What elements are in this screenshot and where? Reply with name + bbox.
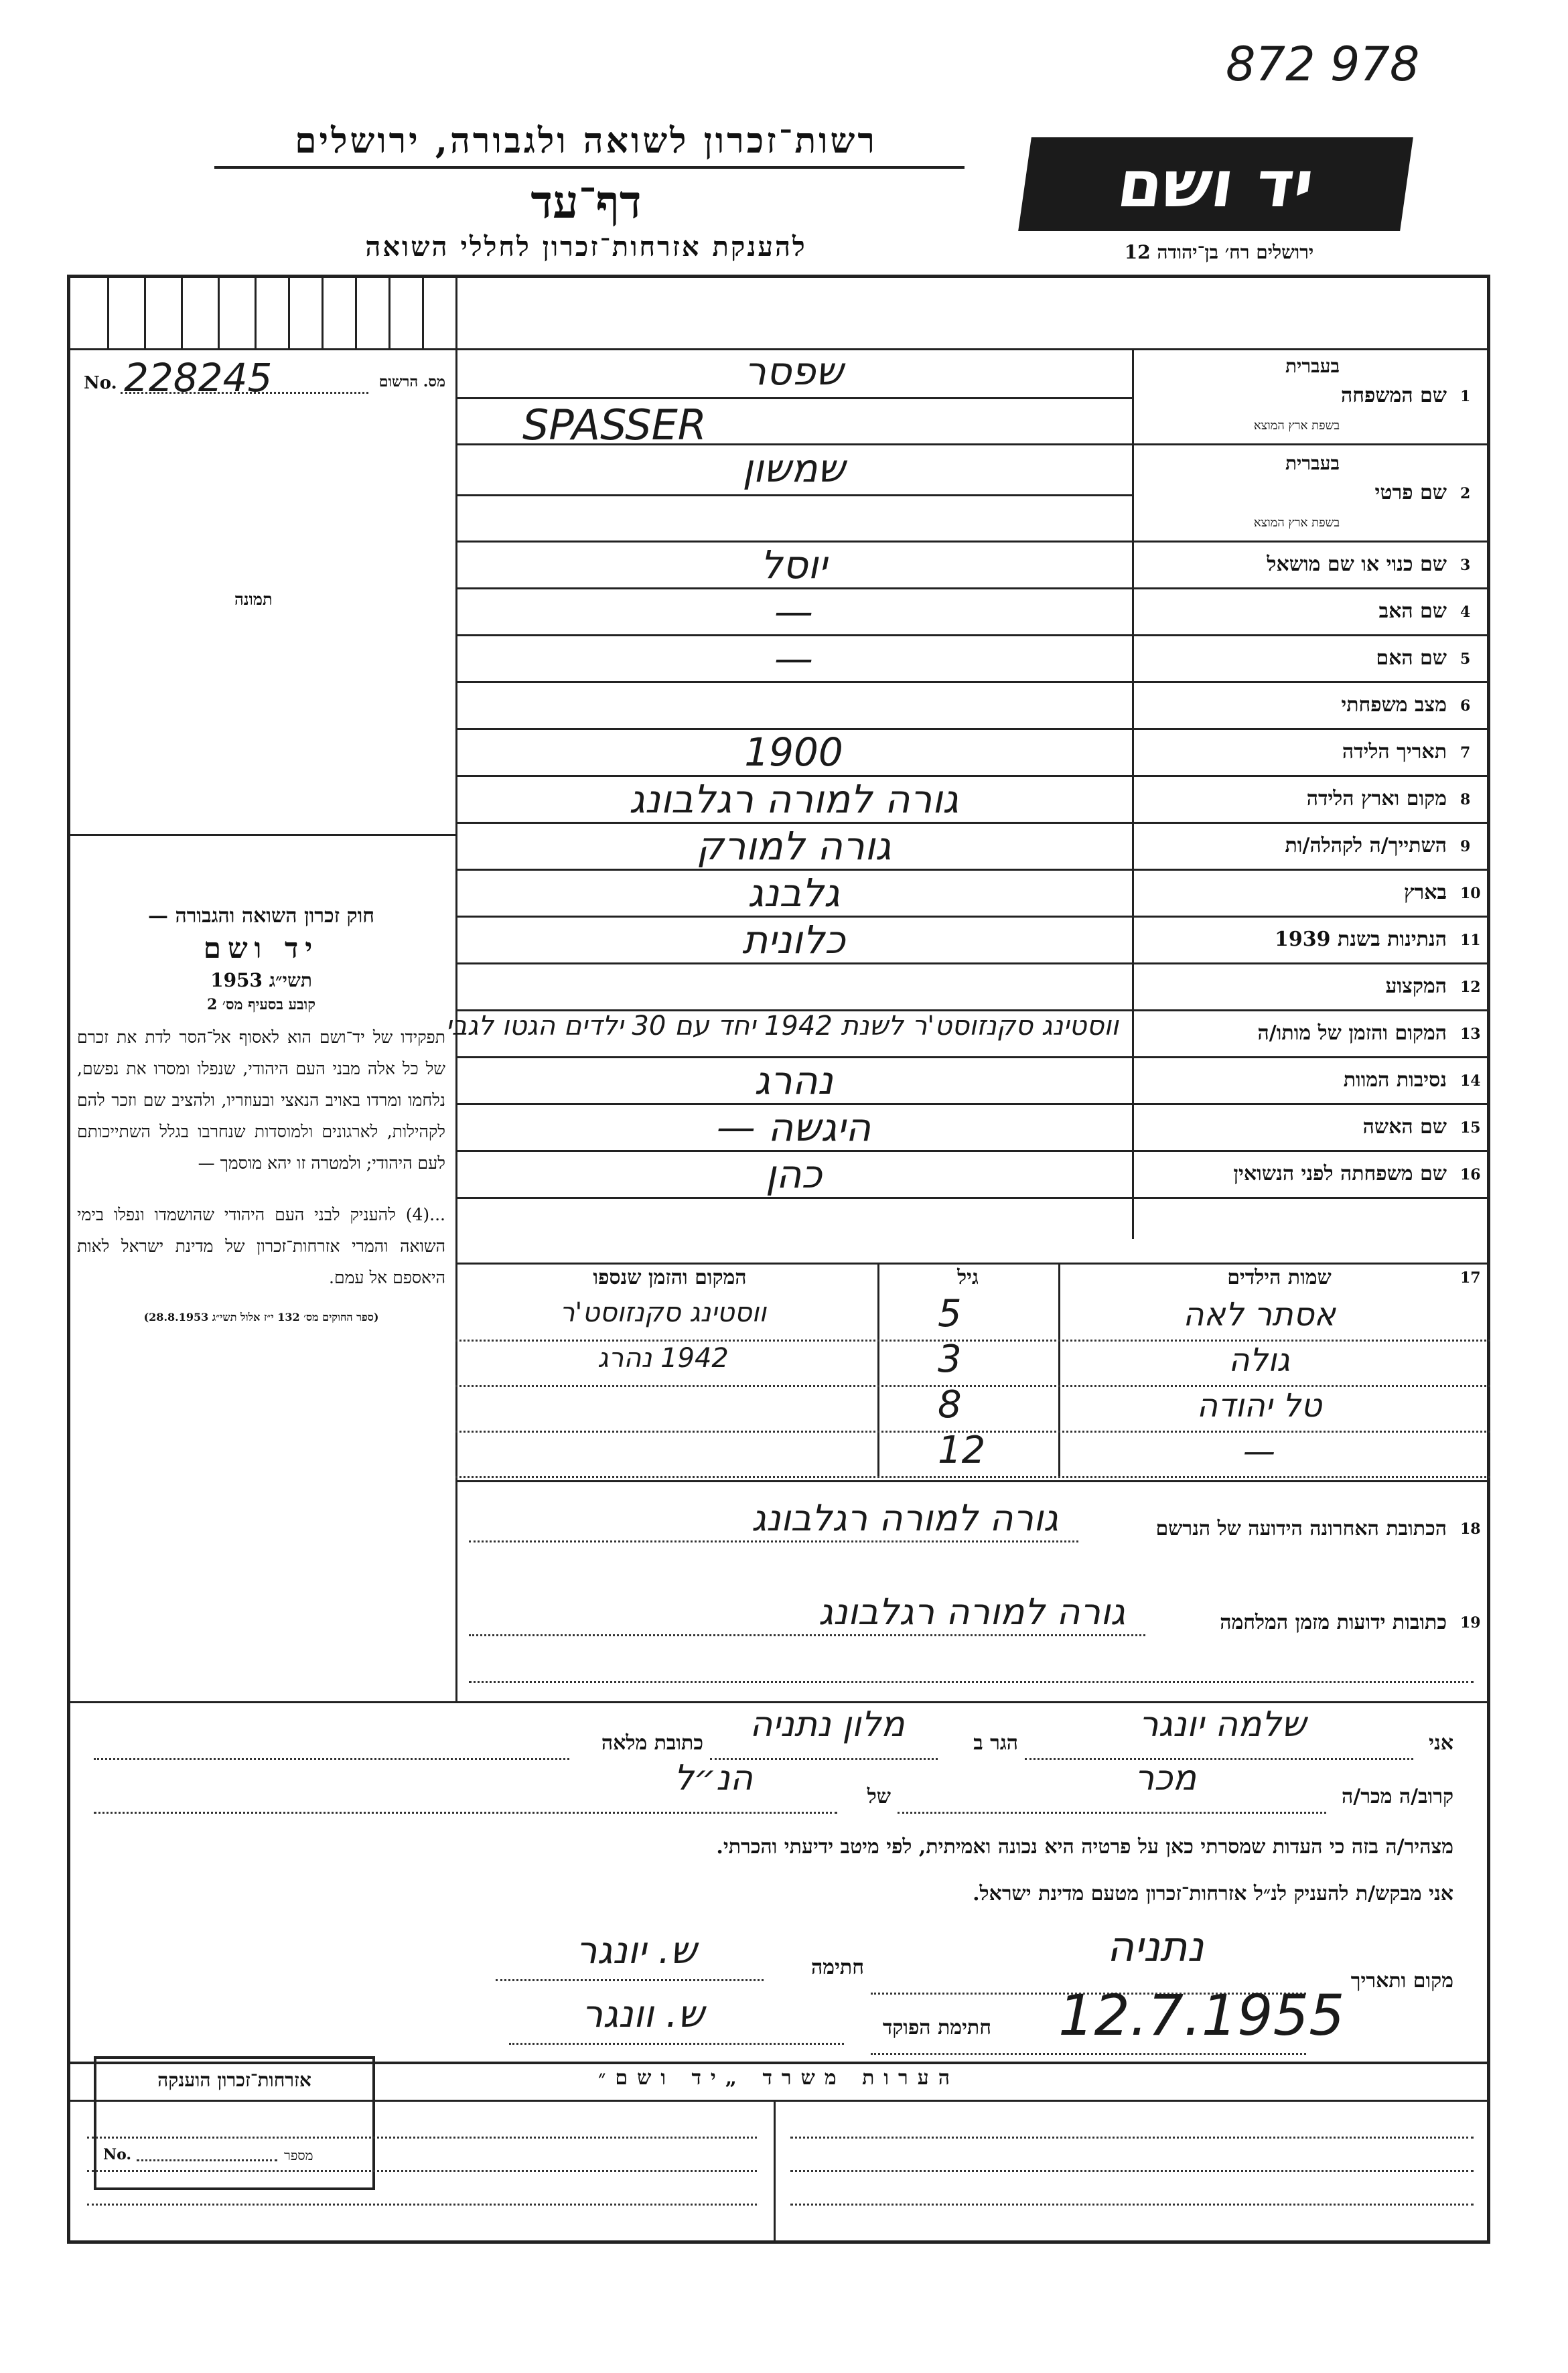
field-number-1: 1 [1460,387,1471,405]
field-sublabel-hebrew-2: בעברית [1285,452,1340,474]
field-label-2: שם פרטי [1374,480,1447,504]
granted-box-title: אזרחות־זכרון הוענקה [157,2069,311,2091]
field-row-16 [455,1152,1490,1199]
field-value-13: ווסטינג סקנזוסט'ר לשנת 1942 יחד עם 30 ילדים הגטו לגבי [445,1011,1119,1041]
field-row-11 [455,918,1490,964]
child-death-place: 1942 נהרג [597,1343,729,1374]
declaration-address-label: כתובת מלאה [601,1731,703,1755]
field-value-11: כלונית [742,917,845,962]
field-value-latin-1: SPASSER [522,400,707,449]
stamp-number: 872 978 [1226,37,1420,92]
field-row-8 [455,777,1490,824]
child-name: — [1243,1433,1275,1470]
field-label-4: שם האב [1378,599,1447,623]
declaration-statement-2: אני מבקש/ת להעניק לנ״ל אזרחות־זכרון מטעם מדינת ישראל. [973,1882,1453,1905]
field-label-9: השתייך/ה לקהלה/ות [1285,834,1447,857]
law-text-2: ...(4) להעניק לבני העם היהודי שהושמדו ונפלו בימי השואה והמרי אזרחות־זכרון של מדינת ישראל לאות היאספם אל עמם. [77,1205,445,1287]
field-label-6: מצב משפחתי [1341,693,1447,717]
field-sublabel-hebrew-1: בעברית [1285,355,1340,377]
field-value-2: שמשון [742,445,845,492]
date-value: 12.7.1955 [1058,1983,1345,2048]
declaration-of-value: הנ״ל [674,1758,753,1798]
children-col-names: שמות הילדים [1227,1266,1332,1289]
field-label-16: שם משפחתה לפני הנשואין [1233,1162,1447,1185]
field-label-14: נסיבות המוות [1343,1068,1447,1092]
field-number-5: 5 [1460,650,1471,668]
field-row-3 [455,543,1490,589]
field-row-4 [455,589,1490,636]
child-row [455,1338,1490,1387]
address-line: ירושלים רח׳ בן־יהודה 12 [1124,241,1314,263]
office-notes-title: הערות משרד „יד ושם״ [597,2066,960,2090]
child-name: גולה [1228,1342,1290,1379]
field-label-3: שם כנוי או שם מושאל [1267,553,1447,576]
reg-no-value: 228245 [124,355,273,401]
field-row-12 [455,964,1490,1011]
yad-vashem-logo [1018,137,1413,231]
field-number-7: 7 [1460,744,1471,762]
child-age: 12 [938,1429,986,1472]
field-19-label: כתובות ידועות מזמן המלחמה [1220,1611,1447,1634]
form-subtitle: להענקת אזרחות־זכרון לחללי השואה [365,231,807,263]
children-col-age: גיל [957,1266,979,1289]
field-row-6 [455,683,1490,730]
signature-label: חתימה [811,1956,864,1979]
child-age: 8 [938,1383,962,1427]
law-title: חוק זכרון השואה והגבורה — [148,904,374,928]
field-number-10: 10 [1460,885,1481,902]
field-label-11: הנתינות בשנת 1939 [1274,928,1447,951]
field-value-9: גורה למורק [696,823,892,869]
field-row-5 [455,636,1490,683]
field-number-4: 4 [1460,603,1471,621]
child-death-place: ווסטינג סקנזוסט'ר [559,1297,767,1328]
officer-signature-value: ש. וונגר [581,1993,705,2036]
field-row-2 [455,445,1490,543]
field-value-3: יוסל [760,542,827,587]
field-sublabel-origin-2: בשפת ארץ המוצא [1253,516,1340,530]
field-label-7: תאריך הלידה [1342,740,1447,764]
child-age: 5 [938,1292,962,1336]
authority-title: רשות־זכרון לשואה ולגבורה, ירושלים [295,121,877,161]
declaration-of-label: של [867,1785,891,1808]
law-clause: קובע בסעיף מס׳ 2 [206,996,316,1013]
reg-no-label: No. [84,373,117,393]
form-title: דף־עד [530,175,642,229]
field-value-4: — [774,589,813,634]
law-text-1: תפקידו של יד־ושם הוא לאסוף אל־הסר לדת את זכרם של כל אלה מבני העם היהודי, שנפלו ומסרו את נפשם, נלחמו ומרדו באויב הנאצי ובעוזריו, ולהציב שם וזכר להם לקהילות, לארגונים ולמוסדות שנחרבו בגלל השתייכותם לעם היהודי; ולמטרה זו יהא מוסמך — [77,1027,445,1173]
place-date-label: מקום ותאריך [1350,1969,1453,1993]
declaration-statement-1: מצהיר/ה בזה כי העדות שמסרתי כאן על פרטיה היא נכונה ואמיתית, לפי מיטב ידיעתי והכרתי. [716,1835,1453,1859]
field-number-16: 16 [1460,1166,1481,1183]
officer-signature-label: חתימת הפוקד [882,2016,991,2039]
field-number-6: 6 [1460,697,1471,715]
field-number-15: 15 [1460,1119,1481,1137]
child-row [455,1383,1490,1433]
field-row-10 [455,871,1490,918]
field-value-15: היגשה — [716,1104,871,1150]
field-row-7 [455,730,1490,777]
field-row-13 [445,1011,1490,1058]
field-sublabel-origin-1: בשפת ארץ המוצא [1253,419,1340,433]
field-label-13: המקום והזמן של מותו/ה [1257,1021,1447,1045]
declaration-resides-value: מלון נתניה [750,1705,905,1745]
field-number-9: 9 [1460,838,1471,855]
law-year: תשי״ג 1953 [210,969,312,991]
field-number-3: 3 [1460,557,1471,574]
law-section [77,904,445,1324]
field-label-15: שם האשה [1362,1115,1447,1139]
field-label-10: בארץ [1403,881,1447,904]
field-number-12: 12 [1460,979,1481,996]
declaration-ani-label: אני [1429,1731,1453,1755]
granted-box-mispar-label: מספר [284,2147,313,2163]
law-reference: (ספר החוקים מס׳ 132 י״ז אלול תשי״ג 28.8.1953) [143,1311,379,1323]
field-number-14: 14 [1460,1072,1481,1090]
reg-no-hebrew-label: מס. הרשום [378,373,445,390]
child-name: טל יהודה [1196,1387,1322,1425]
field-row-9 [455,824,1490,871]
field-label-1: שם המשפחה [1340,383,1447,407]
field-value-10: גלבנג [747,870,840,916]
child-name: אסתר לאה [1183,1296,1336,1334]
signature-value: ש. יונגר [575,1929,697,1972]
field-value-14: נהרג [754,1058,833,1103]
field-number-13: 13 [1460,1025,1481,1043]
field-row-15 [455,1105,1490,1152]
children-col-place: המקום והזמן שנספו [593,1266,747,1289]
declaration-relative-value: מכר [1134,1758,1197,1798]
field-value-1: שפסר [744,348,843,394]
field-row-1 [455,348,1490,449]
logo-text: יד ושם [1113,147,1319,222]
field-19-value: גורה למורה רגלבונג [818,1591,1125,1633]
field-number-19: 19 [1460,1614,1481,1632]
declaration-relative-label: קרוב/ה מכר/ה [1342,1785,1453,1808]
declaration-ani-value: שלמה יונגר [1139,1705,1306,1745]
granted-box-no-label: No. [103,2146,132,2163]
place-value: נתניה [1107,1922,1204,1971]
field-value-8: גורה למורה רגלבונג [628,776,959,822]
field-value-5: — [774,636,813,681]
field-number-8: 8 [1460,791,1471,808]
field-number-2: 2 [1460,484,1471,502]
registration-number [84,355,445,401]
child-age: 3 [938,1338,962,1381]
field-row-14 [455,1058,1490,1105]
field-label-12: המקצוע [1385,975,1447,998]
field-number-18: 18 [1460,1520,1481,1538]
declaration-resides-label: הגר ב [973,1731,1018,1755]
field-number-17: 17 [1460,1269,1481,1287]
field-18-label: הכתובת האחרונה הידועה של הנרשם [1155,1517,1447,1540]
field-number-11: 11 [1460,932,1481,949]
law-name: יד ושם [203,932,319,964]
child-row [455,1292,1490,1342]
field-label-5: שם האם [1376,646,1447,670]
field-18-value: גורה למורה רגלבונג [751,1497,1058,1539]
photo-label: תמונה [234,589,273,609]
field-value-7: 1900 [744,729,843,775]
field-value-16: כהן [765,1151,823,1197]
child-row [455,1429,1490,1478]
field-label-8: מקום וארץ הלידה [1306,787,1447,810]
